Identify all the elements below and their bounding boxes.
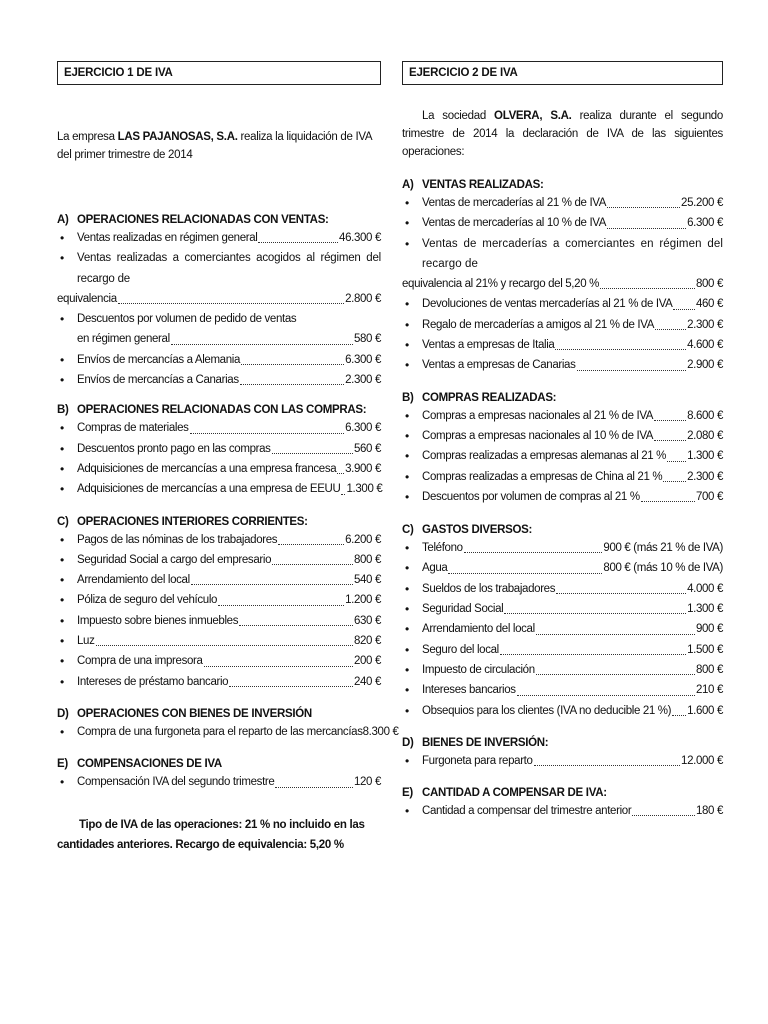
item-amount: 2.300 € [687,470,723,483]
leader-dots [171,329,353,344]
list-item [402,660,723,680]
item-label-continued: en régimen general [77,333,170,346]
leader-dots [341,479,345,494]
section-letter: C) [57,515,69,528]
item-amount: 900 € (más 21 % de IVA) [603,542,723,555]
item-amount: 6.300 € [345,353,381,366]
section-title [402,177,723,193]
item-amount: 6.300 € [345,422,381,435]
list-item [402,426,723,446]
exercise-2 [402,61,723,821]
leader-dots [239,611,353,626]
item-amount: 1.300 € [346,483,383,496]
item-label: • Regalo de mercaderías a amigos al 21 % de IVA [422,318,655,331]
item-amount: 2.300 € [687,318,723,331]
item-label: • Envíos de mercancías a Alemania [77,353,241,366]
item-label: • Ventas a empresas de Italia [422,339,555,352]
item-amount: 4.600 € [687,339,723,352]
leader-dots [218,590,344,605]
section [57,212,381,390]
list-item [57,459,381,479]
item-label: • Ventas de mercaderías a comerciantes en régimen del recargo de [422,237,723,270]
item-amount: 25.200 € [681,197,723,209]
leader-dots [278,530,344,545]
item-list [57,772,381,792]
list-item [57,439,381,459]
item-list [402,538,723,721]
list-item [402,335,723,355]
exercise-1-intro: La empresa LAS PAJANOSAS, S.A. realiza la liquidación de IVA del primer trimestre de 2014 [57,131,372,161]
item-label-continued: equivalencia al 21% y recargo del 5,20 % [402,278,599,291]
item-label: • Ventas de mercaderías al 21 % de IVA [422,197,607,209]
exercise-2-intro: La sociedad OLVERA, S.A. realiza durante el segundo trimestre de 2014 la declaración de IVA de las siguientes operaciones: [402,110,723,158]
section [402,522,723,721]
section-letter: E) [402,787,413,800]
item-label: • Pagos de las nóminas de los trabajadores [77,533,278,546]
leader-dots [272,439,353,454]
leader-dots [641,487,695,502]
item-amount: 1.600 € [687,704,723,717]
item-amount: 2.800 € [345,292,381,305]
item-amount: 6.200 € [345,533,381,546]
item-list [402,751,723,771]
item-label: • Descuentos por volumen de pedido de ventas [77,313,297,326]
item-label: • Impuesto de circulación [422,663,535,676]
section [57,514,381,692]
leader-dots [667,446,686,461]
item-amount: 210 € [695,684,723,697]
section-heading: VENTAS REALIZADAS: [422,179,544,191]
section-title [402,390,723,406]
list-item [57,631,381,651]
section-letter: D) [57,707,69,720]
section [402,785,723,821]
exercise-1 [57,61,399,855]
section-heading: OPERACIONES CON BIENES DE INVERSIÓN [77,707,312,720]
item-label: • Impuesto sobre bienes inmuebles [77,614,239,627]
item-amount: 200 € [353,655,381,668]
list-item [57,611,381,631]
section-heading: COMPENSACIONES DE IVA [77,758,222,771]
section [402,390,723,507]
item-label: • Cantidad a compensar del trimestre anterior [422,805,632,818]
leader-dots [536,660,695,675]
list-item [402,467,723,487]
item-label: • Compras realizadas a empresas alemanas al 21 % [422,450,667,463]
leader-dots [607,213,686,228]
item-label: • Compras de materiales [77,422,189,435]
item-amount: 800 € [353,553,381,566]
item-list [402,193,723,376]
list-item [57,570,381,590]
item-amount: 1.200 € [345,594,381,607]
item-label: • Luz [77,635,95,648]
leader-dots [517,680,695,695]
item-label: • Compra de una impresora [77,655,203,668]
item-amount: 820 € [353,635,381,648]
list-item [402,234,723,295]
item-amount: 800 € (más 10 % de IVA) [603,562,723,575]
list-item [57,530,381,550]
section-heading: OPERACIONES RELACIONADAS CON LAS COMPRAS: [77,404,367,417]
item-amount: 6.300 € [687,217,723,230]
item-label: • Descuentos pronto pago en las compras [77,442,271,455]
item-amount: 900 € [695,623,723,636]
item-label: • Furgoneta para reparto [422,754,533,767]
list-item [402,193,723,213]
item-amount: 630 € [353,614,381,627]
list-item [402,599,723,619]
item-label: • Compras a empresas nacionales al 21 % de IVA [422,409,654,422]
item-label: • Sueldos de los trabajadores [422,582,556,595]
section-letter: D) [402,736,414,749]
list-item [57,722,399,742]
item-amount: 4.000 € [687,582,723,595]
item-list [57,228,381,390]
item-label: • Compensación IVA del segundo trimestre [77,776,275,789]
section [402,735,723,771]
leader-dots [275,772,353,787]
list-item [402,315,723,335]
item-amount: 800 € [695,663,723,676]
item-label: • Devoluciones de ventas mercaderías al 21 % de IVA [422,298,673,311]
section-letter: B) [402,391,414,404]
leader-dots [672,701,686,716]
list-item [57,248,381,309]
item-label: • Adquisiciones de mercancías a una empresa de EEUU [77,483,341,496]
leader-dots [190,418,345,433]
list-item [57,309,381,350]
item-amount: 3.900 € [345,462,381,475]
list-item [57,370,381,390]
section-heading: COMPRAS REALIZADAS: [422,391,557,404]
exercise-2-sections [402,177,723,821]
section-title [402,522,723,538]
item-list [57,418,381,499]
item-label: • Ventas realizadas a comerciantes acogidos al régimen del recargo de [77,252,381,285]
leader-dots [556,579,686,594]
leader-dots [258,228,338,243]
item-label: • Envíos de mercancías a Canarias [77,374,239,387]
item-amount: 1.500 € [687,643,723,656]
item-amount: 460 € [695,298,723,311]
leader-dots [272,550,353,565]
leader-dots [536,619,695,634]
leader-dots [118,289,344,304]
leader-dots [607,193,680,208]
exercise-1-note: Tipo de IVA de las operaciones: 21 % no incluido en las cantidades anteriores. Recargo de equivalencia: 5,20 % [57,818,365,851]
item-label: • Seguridad Social a cargo del empresario [77,553,272,566]
section [57,706,399,742]
section [57,756,381,792]
list-item [57,418,381,438]
list-item [402,579,723,599]
leader-dots [448,558,602,573]
leader-dots [240,370,344,385]
item-label: • Intereses de préstamo bancario [77,675,229,688]
section-title [57,706,381,722]
leader-dots [577,355,687,370]
item-label: • Ventas de mercaderías al 10 % de IVA [422,217,607,230]
list-item [402,538,723,558]
item-label: • Teléfono [422,542,463,555]
section-letter: A) [57,214,69,226]
list-item [402,446,723,466]
item-label: • Arrendamiento del local [422,623,535,636]
item-amount: 8.600 € [687,409,723,422]
list-item [402,294,723,314]
item-label: • Compras a empresas nacionales al 10 % de IVA [422,429,654,442]
leader-dots [337,459,344,474]
exercise-1-sections [57,212,399,793]
section-title [57,514,381,530]
item-label: • Ventas a empresas de Canarias [422,359,576,372]
section-letter: B) [57,404,69,417]
leader-dots [555,335,686,350]
list-item [402,355,723,375]
section-heading: BIENES DE INVERSIÓN: [422,736,549,749]
item-amount: 1.300 € [687,603,723,616]
list-item [57,590,381,610]
leader-dots [204,651,353,666]
list-item [57,772,381,792]
leader-dots [504,599,686,614]
item-amount: 1.300 € [687,450,723,463]
section-heading: CANTIDAD A COMPENSAR DE IVA: [422,787,607,800]
list-item [57,350,381,370]
list-item [402,640,723,660]
item-label: • Adquisiciones de mercancías a una empresa francesa [77,462,337,475]
section [402,177,723,376]
leader-dots [655,315,686,330]
item-list [402,801,723,821]
item-label: • Intereses bancarios [422,684,516,697]
list-item [402,701,723,721]
item-amount: 560 € [353,442,381,455]
leader-dots [229,672,353,687]
leader-dots [600,274,695,289]
item-amount: 800 € [695,278,723,291]
list-item [402,751,723,771]
leader-dots [500,640,686,655]
section-letter: C) [402,524,414,537]
list-item [57,228,381,248]
leader-dots [654,406,686,421]
item-label: • Compras realizadas a empresas de China al 21 % [422,470,663,483]
section-title [402,735,723,751]
section-title [57,756,381,772]
section-title [57,402,381,418]
item-amount: 180 € [695,805,723,818]
list-item [402,487,723,507]
leader-dots [96,631,353,646]
item-amount: 12.000 € [681,754,723,767]
item-amount: 120 € [353,776,381,789]
item-amount: 46.300 € [339,232,381,244]
list-item [57,672,381,692]
leader-dots [654,426,686,441]
leader-dots [632,801,695,816]
section [57,402,381,499]
leader-dots [673,294,694,309]
leader-dots [464,538,603,553]
item-amount: 2.300 € [345,374,381,387]
item-label: • Póliza de seguro del vehículo [77,594,218,607]
exercise-2-title: EJERCICIO 2 DE IVA [402,61,723,85]
item-amount: 2.080 € [687,429,723,442]
list-item [402,406,723,426]
list-item [402,619,723,639]
item-label: • Compra de una furgoneta para el reparto de las mercancías [77,725,363,738]
list-item [402,801,723,821]
item-amount: 240 € [353,675,381,688]
section-title [57,212,381,228]
leader-dots [534,751,680,766]
item-label: • Obsequios para los clientes (IVA no deducible 21 %) [422,704,672,717]
section-title [402,785,723,801]
item-list [57,722,399,742]
list-item [57,550,381,570]
section-heading: OPERACIONES RELACIONADAS CON VENTAS: [77,214,329,226]
item-amount: 2.900 € [687,359,723,372]
item-amount: 700 € [695,490,723,503]
leader-dots [241,350,344,365]
item-list [57,530,381,692]
exercise-1-title: EJERCICIO 1 DE IVA [57,61,381,85]
section-letter: E) [57,758,68,771]
item-label: • Seguro del local [422,643,499,656]
item-label-continued: equivalencia [57,292,117,305]
item-amount: 580 € [353,333,381,346]
item-label: • Agua [422,562,448,575]
item-amount: 540 € [353,574,381,587]
section-heading: GASTOS DIVERSOS: [422,524,533,537]
list-item [402,213,723,233]
item-label: • Ventas realizadas en régimen general [77,232,258,244]
leader-dots [663,467,686,482]
list-item [57,651,381,671]
section-heading: OPERACIONES INTERIORES CORRIENTES: [77,515,308,528]
list-item [402,558,723,578]
leader-dots [191,570,353,585]
section-letter: A) [402,179,414,191]
item-list [402,406,723,507]
list-item [57,479,381,499]
item-amount: 8.300 € [362,725,399,738]
list-item [402,680,723,700]
item-label: • Seguridad Social [422,603,504,616]
item-label: • Arrendamiento del local [77,574,190,587]
item-label: • Descuentos por volumen de compras al 21 % [422,490,640,503]
